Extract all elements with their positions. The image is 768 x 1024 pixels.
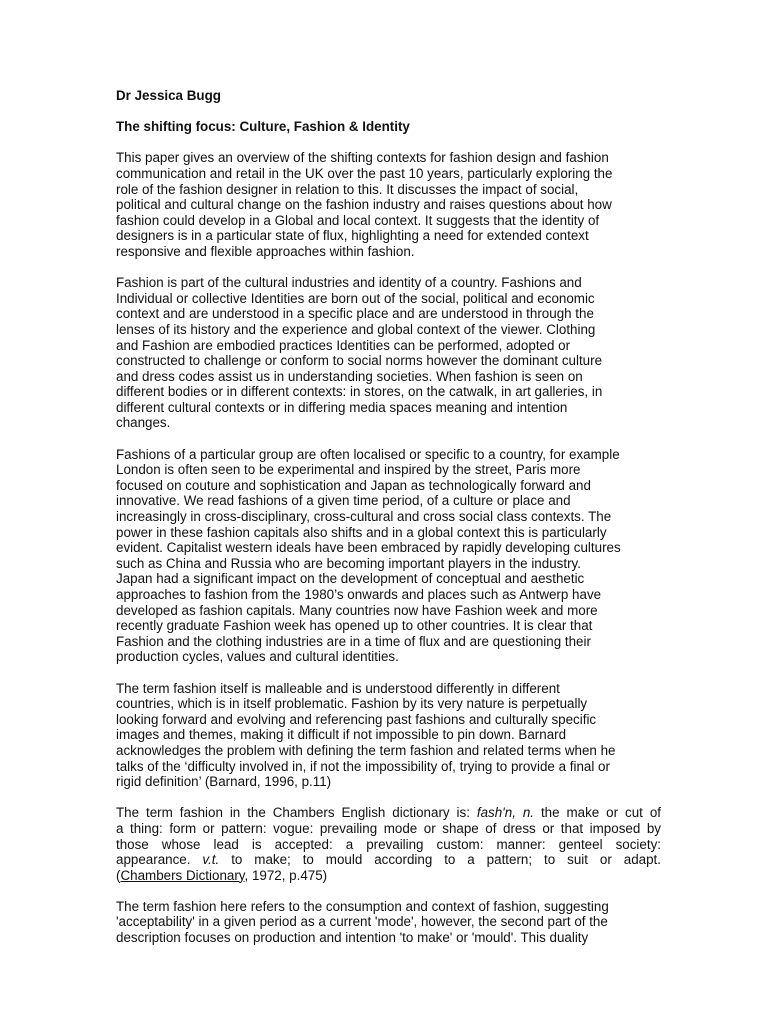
text-line: fashion could develop in a Global and local context. It suggests that the identity of [116, 212, 600, 228]
italic-term: fash'n, n. [476, 805, 535, 821]
text-line: communication and retail in the UK over the past 10 years, particularly exploring the [116, 165, 613, 181]
paragraph-term-fashion [116, 681, 661, 790]
text-line: developed as fashion capitals. Many countries now have Fashion week and more [116, 602, 598, 618]
text-line: Japan had a significant impact on the development of conceptual and aesthetic [116, 571, 585, 587]
text-line: role of the fashion designer in relation to this. It discusses the impact of social, [116, 181, 579, 197]
text-segment: ( [116, 867, 121, 883]
text-segment: the make or cut of [534, 805, 661, 821]
text-line: and Fashion are embodied practices Identities can be performed, adopted or [116, 337, 571, 353]
text-line [116, 852, 661, 868]
text-line: recently graduate Fashion week has opened up to other countries. It is clear that [116, 618, 593, 634]
text-line: The term fashion itself is malleable and is understood differently in different [116, 680, 560, 696]
text-line: increasingly in cross-disciplinary, cross-cultural and cross social class contexts. The [116, 509, 612, 525]
text-line: constructed to challenge or conform to social norms however the dominant culture [116, 353, 603, 369]
text-line: political and cultural change on the fashion industry and raises questions about how [116, 197, 612, 213]
text-line: rigid definition’ (Barnard, 1996, p.11) [116, 774, 332, 790]
text-line: Fashion is part of the cultural industries and identity of a country. Fashions and [116, 275, 582, 291]
citation-source: Chambers Dictionary [120, 867, 245, 883]
paragraph-fashion-capitals [116, 447, 661, 665]
text-line: innovative. We read fashions of a given time period, of a culture or place and [116, 493, 571, 509]
text-line: responsive and flexible approaches within fashion. [116, 243, 415, 259]
text-line: such as China and Russia who are becoming important players in the industry. [116, 555, 581, 571]
text-line: acknowledges the problem with defining the term fashion and related terms when he [116, 742, 616, 758]
text-line: production cycles, values and cultural identities. [116, 649, 399, 665]
text-line: and dress codes assist us in understanding societies. When fashion is seen on [116, 368, 583, 384]
text-segment: appearance. [116, 852, 203, 868]
paragraph-consumption [116, 899, 661, 946]
author-name: Dr Jessica Bugg [116, 88, 221, 103]
italic-term: v.t. [202, 852, 220, 868]
text-line: Individual or collective Identities are born out of the social, political and economic [116, 290, 595, 306]
text-line: images and themes, making it difficult if not impossible to pin down. Barnard [116, 727, 567, 743]
text-line: This paper gives an overview of the shifting contexts for fashion design and fashion [116, 150, 609, 166]
text-line: context and are understood in a specific place and are understood in through the [116, 306, 594, 322]
paragraph-chambers-definition [116, 805, 661, 883]
text-segment: The term fashion in the Chambers English dictionary is: [116, 805, 477, 821]
text-line: Fashions of a particular group are often localised or specific to a country, for example [116, 446, 620, 462]
text-line: designers is in a particular state of flux, highlighting a need for extended context [116, 228, 589, 244]
paragraph-intro [116, 150, 661, 259]
text-line: talks of the ‘difficulty involved in, if not the impossibility of, trying to provide a final or [116, 758, 610, 774]
text-line: those whose lead is accepted: a prevailing custom: manner: genteel society: [116, 836, 661, 852]
text-segment: , 1972, p.475) [244, 867, 328, 883]
document-page [116, 88, 661, 961]
text-line: The term fashion here refers to the consumption and context of fashion, suggesting [116, 898, 609, 914]
text-line [116, 805, 661, 821]
text-line: different bodies or in different contexts: in stores, on the catwalk, in art galleries, in [116, 384, 603, 400]
paragraph-cultural-industries [116, 275, 661, 431]
text-line: approaches to fashion from the 1980’s onwards and places such as Antwerp have [116, 587, 602, 602]
text-line: lenses of its history and the experience and global context of the viewer. Clothing [116, 321, 596, 337]
text-line: 'acceptability' in a given period as a current 'mode', however, the second part of the [116, 914, 608, 930]
text-line: London is often seen to be experimental and inspired by the street, Paris more [116, 462, 581, 478]
text-line: evident. Capitalist western ideals have been embraced by rapidly developing cultures [116, 540, 621, 556]
text-line: focused on couture and sophistication and Japan as technologically forward and [116, 477, 591, 493]
text-line: looking forward and evolving and referencing past fashions and culturally specific [116, 711, 597, 727]
paper-title: The shifting focus: Culture, Fashion & Identity [116, 119, 410, 135]
text-line: different cultural contexts or in differing media spaces meaning and intention [116, 399, 568, 415]
text-line [116, 868, 661, 884]
text-line: changes. [116, 415, 171, 431]
text-line: a thing: form or pattern: vogue: prevailing mode or shape of dress or that imposed by [116, 820, 661, 836]
text-line: description focuses on production and intention 'to make' or 'mould'. This duality [116, 930, 589, 946]
text-line: Fashion and the clothing industries are in a time of flux and are questioning their [116, 633, 591, 649]
text-line: power in these fashion capitals also shifts and in a global context this is particularly [116, 524, 607, 540]
text-line: countries, which is in itself problematic. Fashion by its very nature is perpetually [116, 696, 588, 712]
text-segment: to make; to mould according to a pattern; to suit or adapt. [219, 852, 661, 868]
